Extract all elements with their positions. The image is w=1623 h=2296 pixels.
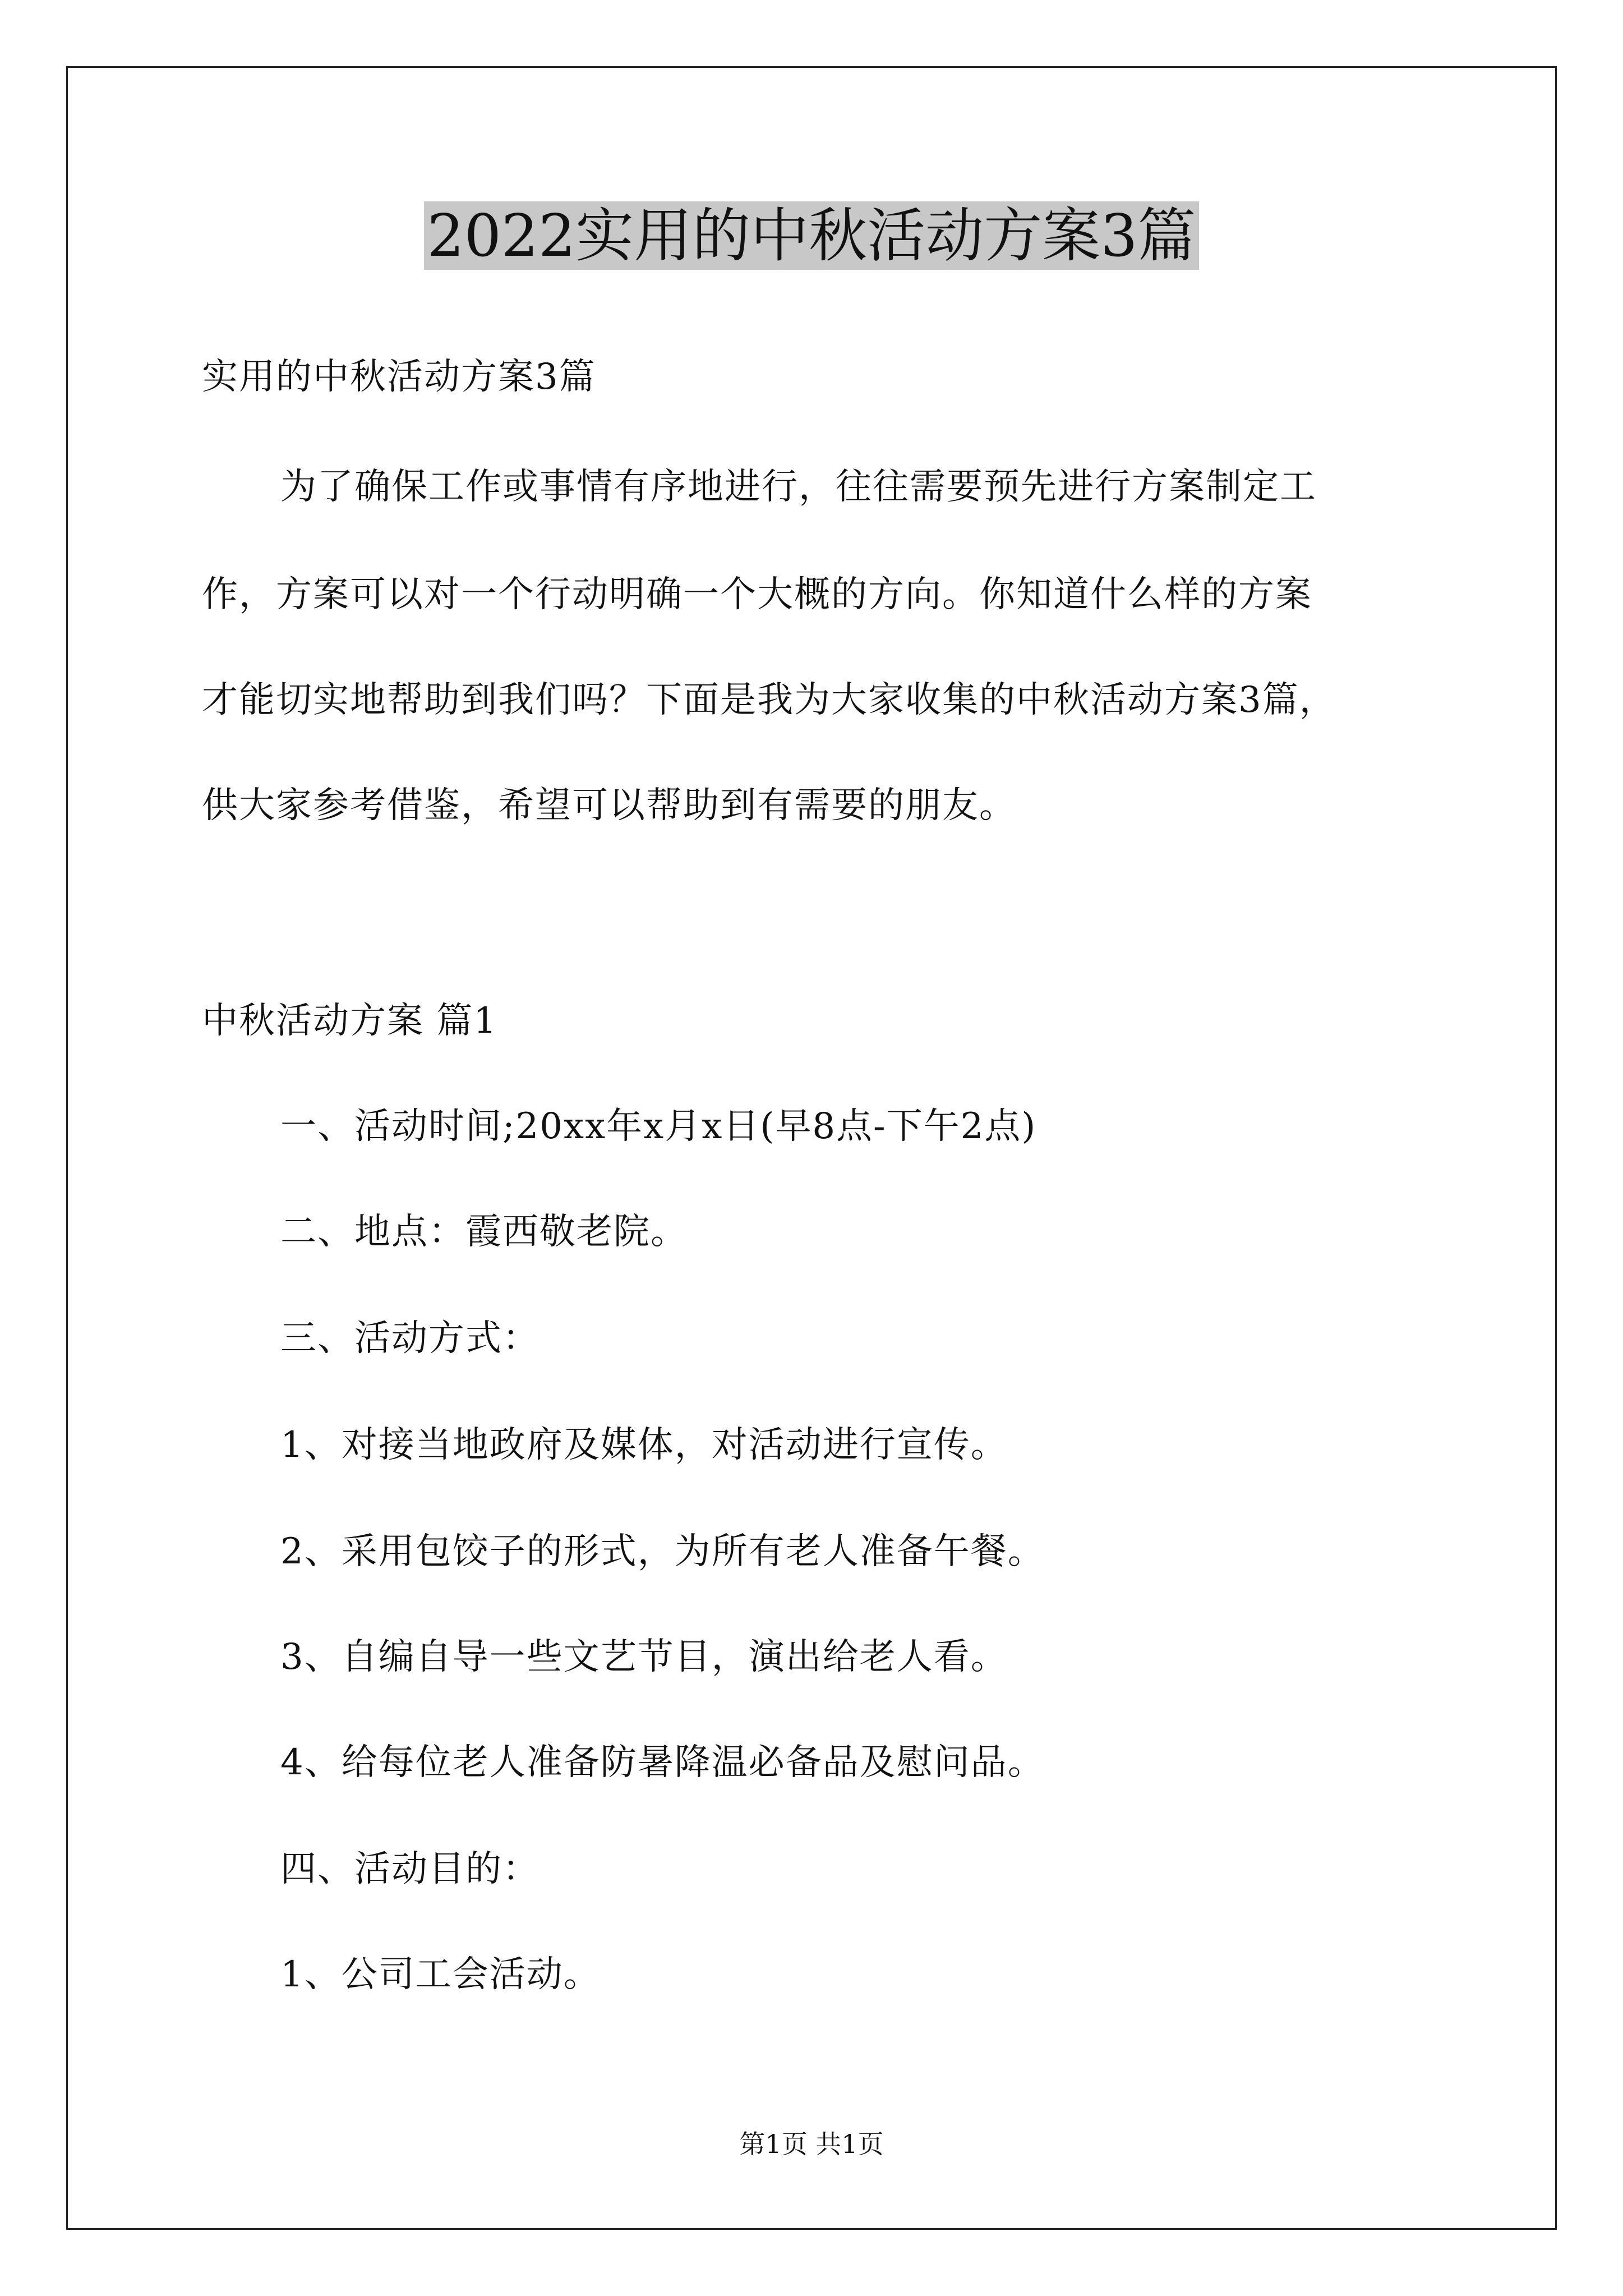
list-item: 4、给每位老人准备防暑降温必备品及慰问品。 bbox=[280, 1742, 1045, 1783]
intro-line: 作，方案可以对一个行动明确一个大概的方向。你知道什么样的方案 bbox=[202, 574, 1312, 615]
page-footer: 第1页 共1页 bbox=[739, 2129, 884, 2159]
list-item: 1、对接当地政府及媒体，对活动进行宣传。 bbox=[280, 1424, 1008, 1466]
section-heading: 中秋活动方案 篇1 bbox=[202, 1000, 498, 1042]
list-item: 2、采用包饺子的形式，为所有老人准备午餐。 bbox=[280, 1531, 1045, 1572]
list-item: 二、地点：霞西敬老院。 bbox=[280, 1211, 688, 1253]
document-title bbox=[0, 196, 1623, 275]
list-item: 一、活动时间;20xx年x月x日(早8点-下午2点) bbox=[280, 1106, 1037, 1147]
list-item: 1、公司工会活动。 bbox=[280, 1954, 601, 1995]
intro-line: 为了确保工作或事情有序地进行，往往需要预先进行方案制定工 bbox=[280, 466, 1317, 508]
document-subtitle: 实用的中秋活动方案3篇 bbox=[202, 356, 596, 398]
list-item: 四、活动目的： bbox=[280, 1848, 540, 1890]
document-title-text: 2022实用的中秋活动方案3篇 bbox=[424, 201, 1200, 270]
intro-line: 供大家参考借鉴，希望可以帮助到有需要的朋友。 bbox=[202, 785, 1016, 826]
list-item: 3、自编自导一些文艺节目，演出给老人看。 bbox=[280, 1636, 1008, 1678]
intro-line: 才能切实地帮助到我们吗？下面是我为大家收集的中秋活动方案3篇， bbox=[202, 679, 1336, 721]
list-item: 三、活动方式： bbox=[280, 1318, 540, 1359]
